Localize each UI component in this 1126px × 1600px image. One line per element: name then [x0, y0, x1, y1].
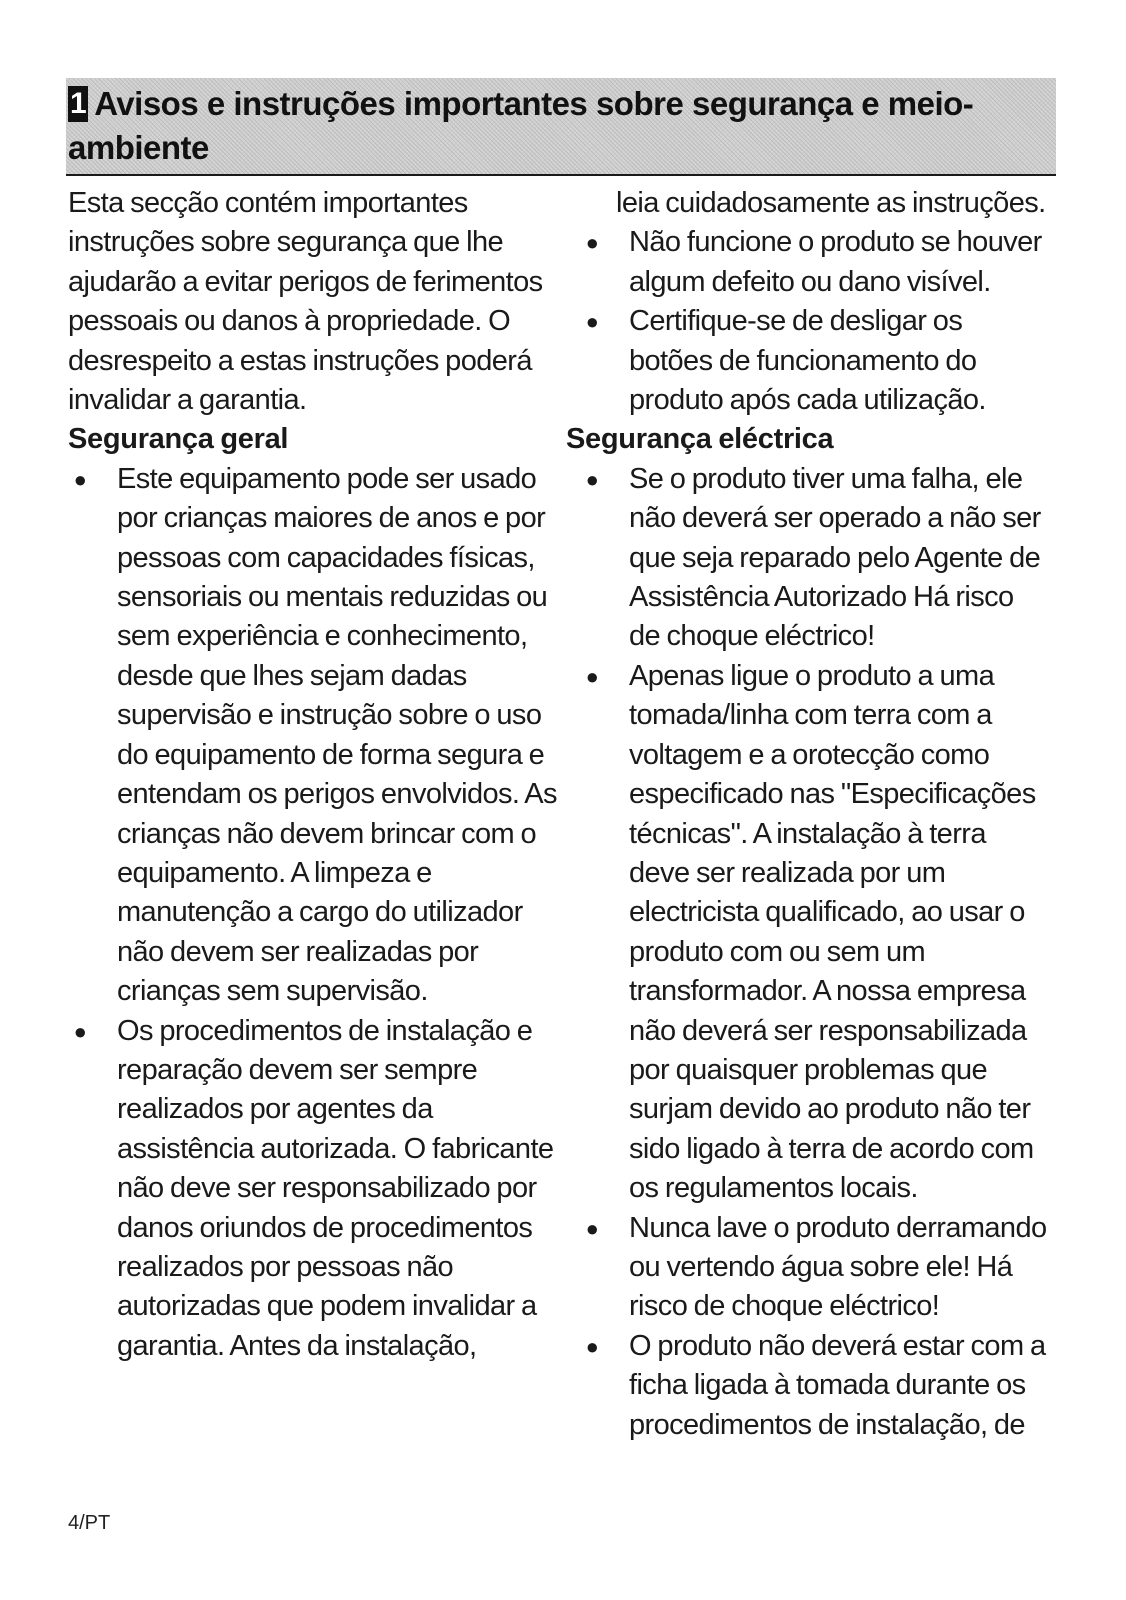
right-column: [566, 184, 1050, 1445]
section-title: [68, 82, 1028, 170]
bullet-icon: ●: [585, 466, 599, 492]
list-item-text: Os procedimentos de instalação e reparação devem ser sempre realizados por agentes da assistência autorizada. O fabricante não deve ser responsabilizado por danos oriundos de procedimentos realizados por pessoas não autorizadas que podem invalidar a garantia. Antes da instalação,: [117, 1014, 554, 1362]
list-item: [580, 1209, 1050, 1327]
bullet-icon: ●: [73, 466, 87, 492]
general-safety-heading: Segurança geral: [68, 423, 289, 456]
section-title-bar: [66, 78, 1056, 176]
list-item: [580, 1327, 1050, 1445]
list-item: [580, 657, 1050, 1209]
continued-text: leia cuidadosamente as instruções.: [616, 187, 1046, 219]
section-number: 1: [70, 87, 87, 120]
intro-paragraph: Esta secção contém importantes instruções sobre segurança que lhe ajudarão a evitar perigos de ferimentos pessoais ou danos à propriedade. O desrespeito a estas instruções poderá invalidar a garantia.: [68, 187, 543, 417]
list-item-text: Nunca lave o produto derramando ou vertendo água sobre ele! Há risco de choque eléctrico!: [629, 1211, 1047, 1323]
list-item-text: Este equipamento pode ser usado por crianças maiores de anos e por pessoas com capacidades físicas, sensoriais ou mentais reduzidas ou sem experiência e conhecimento, desde que lhes sejam dadas supervisão e instrução sobre o uso do equipamento de forma segura e entendam os perigos envolvidos. As crianças não devem brincar com o equipamento. A limpeza e manutenção a cargo do utilizador não devem ser realizadas por crianças sem supervisão.: [117, 462, 557, 1008]
list-item-text: Se o produto tiver uma falha, ele não deverá ser operado a não ser que seja reparado pelo Agente de Assistência Autorizado Há risco de choque eléctrico!: [629, 462, 1041, 653]
bullet-icon: ●: [585, 309, 599, 335]
list-item-text: O produto não deverá estar com a ficha ligada à tomada durante os procedimentos de instalação, de: [629, 1329, 1046, 1441]
list-item: [68, 460, 568, 1012]
electrical-safety-list: [580, 460, 1050, 1445]
electrical-safety-heading: Segurança eléctrica: [566, 423, 834, 456]
list-item: [580, 223, 1050, 302]
list-item-text: Apenas ligue o produto a uma tomada/linha com terra com a voltagem e a orotecção como especificado nas "Especificações técnicas". A instalação à terra deve ser realizada por um electricista qualificado, ao usar o produto com ou sem um transformador. A nossa empresa não deverá ser responsabilizada por quaisquer problemas que surjam devido ao produto não ter sido ligado à terra de acordo com os regulamentos locais.: [629, 659, 1036, 1205]
bullet-icon: ●: [73, 1018, 87, 1044]
bullet-icon: ●: [585, 1333, 599, 1359]
list-item: [580, 460, 1050, 657]
left-column: [68, 184, 568, 1366]
bullet-icon: ●: [585, 230, 599, 256]
list-item-text: Certifique-se de desligar os botões de funcionamento do produto após cada utilização.: [629, 305, 986, 417]
bullet-icon: ●: [585, 663, 599, 689]
page-number: 4/PT: [68, 1512, 111, 1534]
section-title-text: Avisos e instruções importantes sobre segurança e meio-ambiente: [68, 85, 974, 166]
list-item: [68, 1012, 568, 1367]
bullet-icon: ●: [585, 1215, 599, 1241]
list-item: [580, 302, 1050, 420]
general-safety-list-continued: [580, 223, 1050, 420]
general-safety-list: [68, 460, 568, 1366]
list-item-text: Não funcione o produto se houver algum defeito ou dano visível.: [629, 226, 1042, 298]
